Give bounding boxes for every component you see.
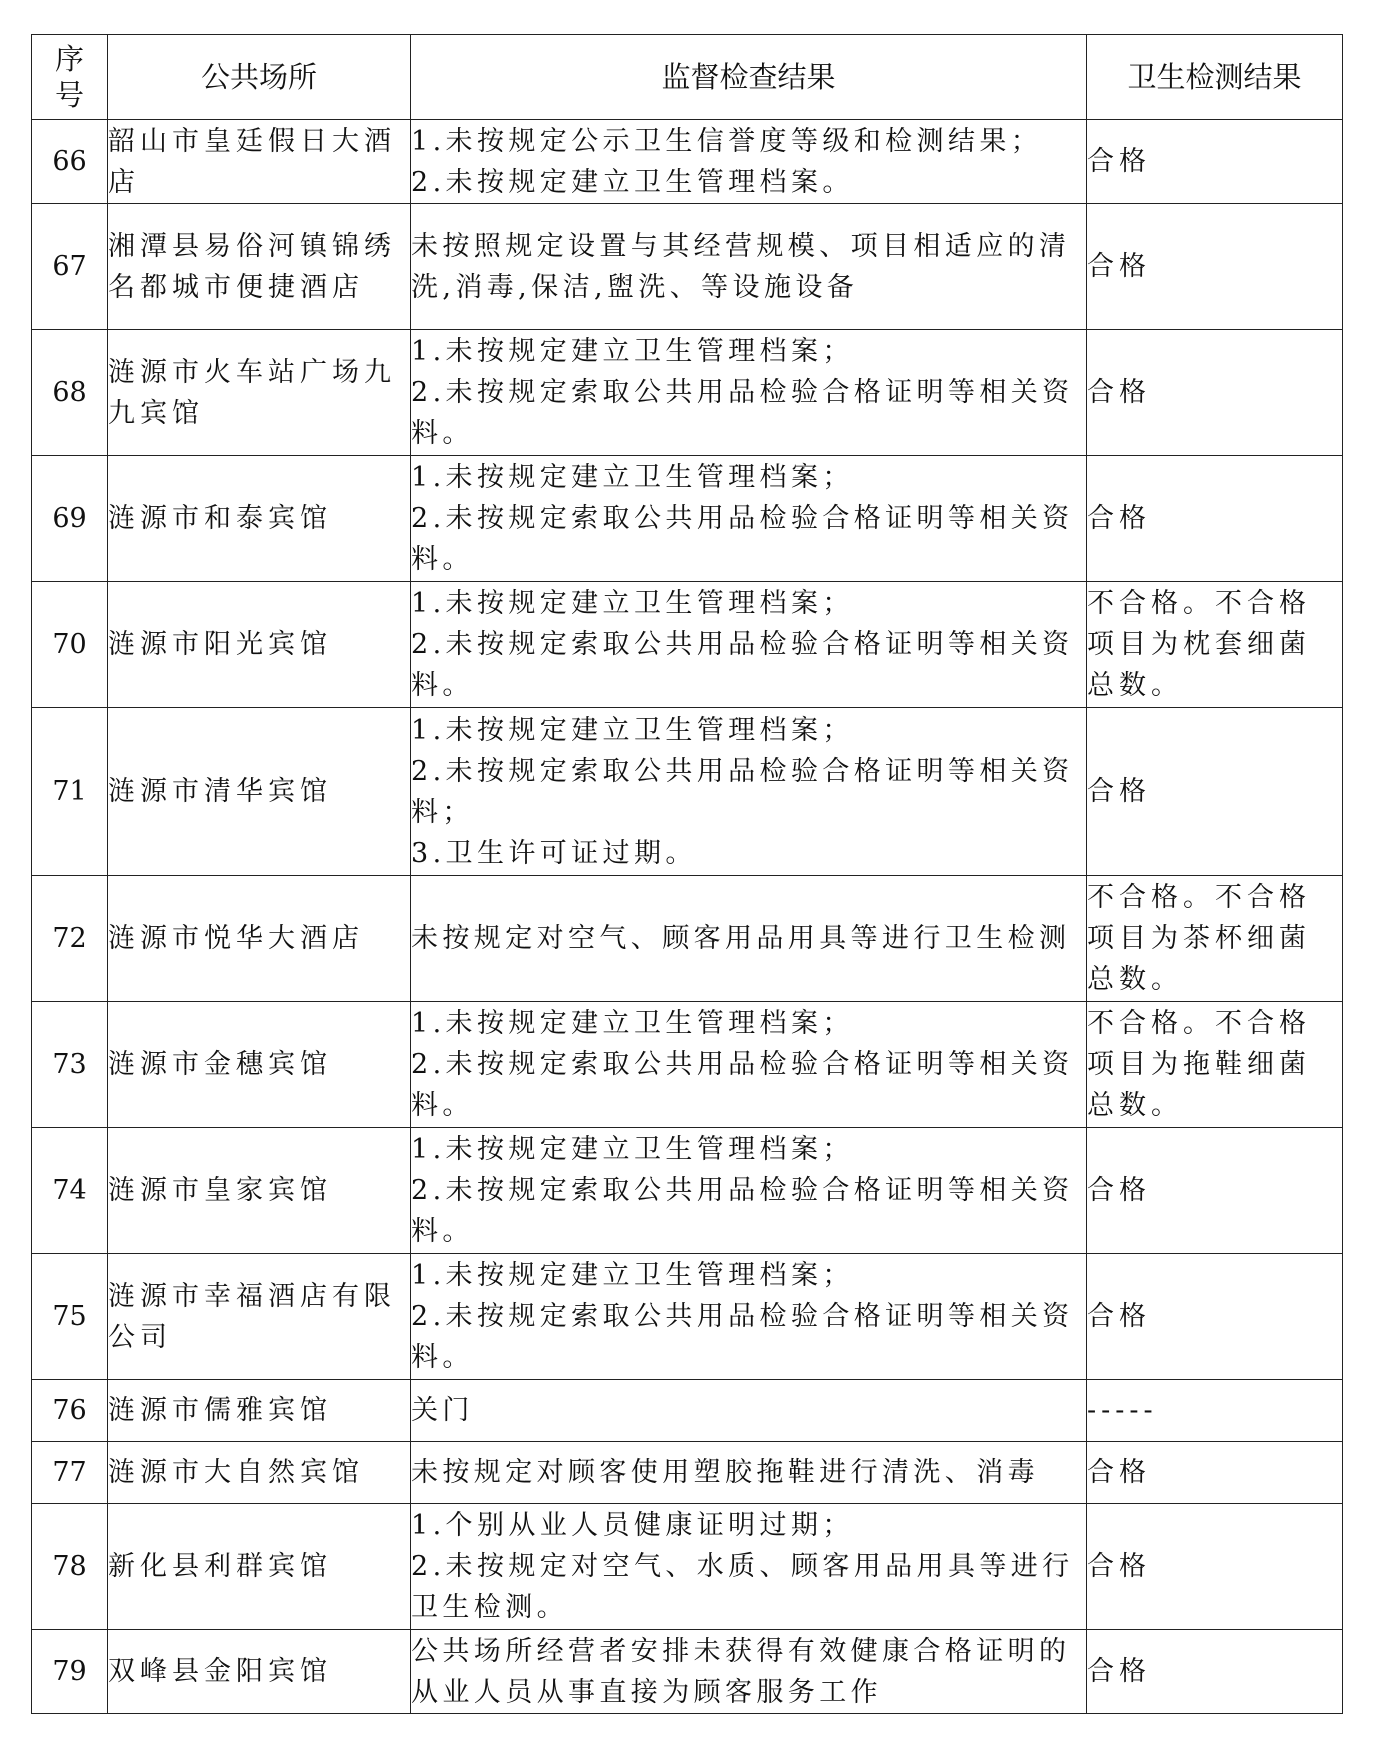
table-row — [32, 708, 1343, 876]
inspection-issue-line: 2.未按规定索取公共用品检验合格证明等相关资料。 — [411, 629, 1074, 701]
row-test-result: 合格 — [1087, 1442, 1343, 1504]
row-venue: 涟源市大自然宾馆 — [108, 1442, 411, 1504]
row-test-result: ----- — [1087, 1380, 1343, 1442]
table-row — [32, 1128, 1343, 1254]
inspection-issue-line: 1.未按规定建立卫生管理档案； — [411, 1008, 854, 1039]
inspection-table — [31, 34, 1343, 1714]
row-inspection-result — [411, 120, 1087, 204]
row-venue: 涟源市儒雅宾馆 — [108, 1380, 411, 1442]
row-seq: 69 — [32, 456, 108, 582]
inspection-issue-line: 1.未按规定建立卫生管理档案； — [411, 462, 854, 493]
row-inspection-result — [411, 708, 1087, 876]
row-test-result: 合格 — [1087, 1254, 1343, 1380]
row-test-result: 合格 — [1087, 204, 1343, 330]
inspection-issue-line: 1.未按规定建立卫生管理档案； — [411, 1260, 854, 1291]
table-row — [32, 456, 1343, 582]
header-seq — [32, 35, 108, 120]
table-row — [32, 120, 1343, 204]
row-test-result: 合格 — [1087, 1504, 1343, 1630]
row-test-result: 合格 — [1087, 1128, 1343, 1254]
inspection-issue-line: 1.个别从业人员健康证明过期； — [411, 1510, 854, 1541]
row-test-result: 不合格。不合格项目为拖鞋细菌总数。 — [1087, 1002, 1343, 1128]
row-seq: 79 — [32, 1630, 108, 1714]
row-seq: 68 — [32, 330, 108, 456]
inspection-issue-line: 2.未按规定索取公共用品检验合格证明等相关资料。 — [411, 1301, 1074, 1373]
row-seq: 74 — [32, 1128, 108, 1254]
inspection-issue-line: 2.未按规定索取公共用品检验合格证明等相关资料。 — [411, 377, 1074, 449]
row-venue: 湘潭县易俗河镇锦绣名都城市便捷酒店 — [108, 204, 411, 330]
row-test-result: 合格 — [1087, 120, 1343, 204]
inspection-issue-line: 未按照规定设置与其经营规模、项目相适应的清洗,消毒,保洁,盥洗、等设施设备 — [411, 230, 1071, 303]
header-inspection: 监督检查结果 — [411, 35, 1087, 120]
header-venue: 公共场所 — [108, 35, 411, 120]
row-venue: 涟源市清华宾馆 — [108, 708, 411, 876]
row-venue: 涟源市火车站广场九九宾馆 — [108, 330, 411, 456]
row-venue: 涟源市金穗宾馆 — [108, 1002, 411, 1128]
row-inspection-result — [411, 1254, 1087, 1380]
row-seq: 67 — [32, 204, 108, 330]
row-seq: 72 — [32, 876, 108, 1002]
row-inspection-result — [411, 876, 1087, 1002]
row-test-result: 合格 — [1087, 1630, 1343, 1714]
row-test-result: 合格 — [1087, 456, 1343, 582]
inspection-issue-line: 未按规定对顾客使用塑胶拖鞋进行清洗、消毒 — [411, 1457, 1039, 1488]
table-row — [32, 582, 1343, 708]
inspection-issue-line: 3.卫生许可证过期。 — [411, 837, 697, 869]
row-test-result: 不合格。不合格项目为茶杯细菌总数。 — [1087, 876, 1343, 1002]
table-row — [32, 204, 1343, 330]
row-inspection-result — [411, 1380, 1087, 1442]
row-venue: 涟源市阳光宾馆 — [108, 582, 411, 708]
header-row — [32, 35, 1343, 120]
row-seq: 73 — [32, 1002, 108, 1128]
row-seq: 71 — [32, 708, 108, 876]
inspection-issue-line: 1.未按规定公示卫生信誉度等级和检测结果； — [411, 125, 1043, 157]
inspection-issue-line: 1.未按规定建立卫生管理档案； — [411, 1134, 854, 1165]
row-inspection-result — [411, 1630, 1087, 1714]
row-inspection-result — [411, 204, 1087, 330]
inspection-issue-line: 2.未按规定索取公共用品检验合格证明等相关资料。 — [411, 503, 1074, 575]
table-row — [32, 1002, 1343, 1128]
row-venue: 韶山市皇廷假日大酒店 — [108, 120, 411, 204]
inspection-issue-line: 2.未按规定索取公共用品检验合格证明等相关资料。 — [411, 1049, 1074, 1121]
table-row — [32, 876, 1343, 1002]
table-row — [32, 1254, 1343, 1380]
row-venue: 涟源市幸福酒店有限公司 — [108, 1254, 411, 1380]
row-venue: 涟源市皇家宾馆 — [108, 1128, 411, 1254]
table-row — [32, 1630, 1343, 1714]
table-row — [32, 1504, 1343, 1630]
row-test-result: 合格 — [1087, 708, 1343, 876]
row-seq: 76 — [32, 1380, 108, 1442]
inspection-issue-line: 2.未按规定索取公共用品检验合格证明等相关资料； — [411, 755, 1074, 828]
table-row — [32, 1380, 1343, 1442]
inspection-issue-line: 2.未按规定索取公共用品检验合格证明等相关资料。 — [411, 1175, 1074, 1247]
inspection-issue-line: 1.未按规定建立卫生管理档案； — [411, 336, 854, 367]
row-inspection-result — [411, 1504, 1087, 1630]
row-venue: 涟源市和泰宾馆 — [108, 456, 411, 582]
row-test-result: 合格 — [1087, 330, 1343, 456]
inspection-issue-line: 2.未按规定对空气、水质、顾客用品用具等进行卫生检测。 — [411, 1551, 1074, 1623]
row-seq: 77 — [32, 1442, 108, 1504]
row-venue: 新化县利群宾馆 — [108, 1504, 411, 1630]
row-venue: 双峰县金阳宾馆 — [108, 1630, 411, 1714]
row-inspection-result — [411, 582, 1087, 708]
header-test: 卫生检测结果 — [1087, 35, 1343, 120]
inspection-issue-line: 1.未按规定建立卫生管理档案； — [411, 714, 854, 746]
table-row — [32, 330, 1343, 456]
inspection-issue-line: 公共场所经营者安排未获得有效健康合格证明的从业人员从事直接为顾客服务工作 — [411, 1635, 1071, 1708]
row-seq: 66 — [32, 120, 108, 204]
row-test-result: 不合格。不合格项目为枕套细菌总数。 — [1087, 582, 1343, 708]
table-row — [32, 1442, 1343, 1504]
header-seq-text: 序号 — [54, 42, 84, 112]
row-inspection-result — [411, 1002, 1087, 1128]
row-venue: 涟源市悦华大酒店 — [108, 876, 411, 1002]
table-body — [32, 120, 1343, 1714]
row-seq: 75 — [32, 1254, 108, 1380]
row-seq: 70 — [32, 582, 108, 708]
inspection-issue-line: 关门 — [411, 1395, 474, 1426]
inspection-issue-line: 2.未按规定建立卫生管理档案。 — [411, 166, 854, 198]
row-seq: 78 — [32, 1504, 108, 1630]
row-inspection-result — [411, 1128, 1087, 1254]
row-inspection-result — [411, 1442, 1087, 1504]
row-inspection-result — [411, 330, 1087, 456]
inspection-issue-line: 未按规定对空气、顾客用品用具等进行卫生检测 — [411, 923, 1071, 954]
inspection-issue-line: 1.未按规定建立卫生管理档案； — [411, 588, 854, 619]
row-inspection-result — [411, 456, 1087, 582]
